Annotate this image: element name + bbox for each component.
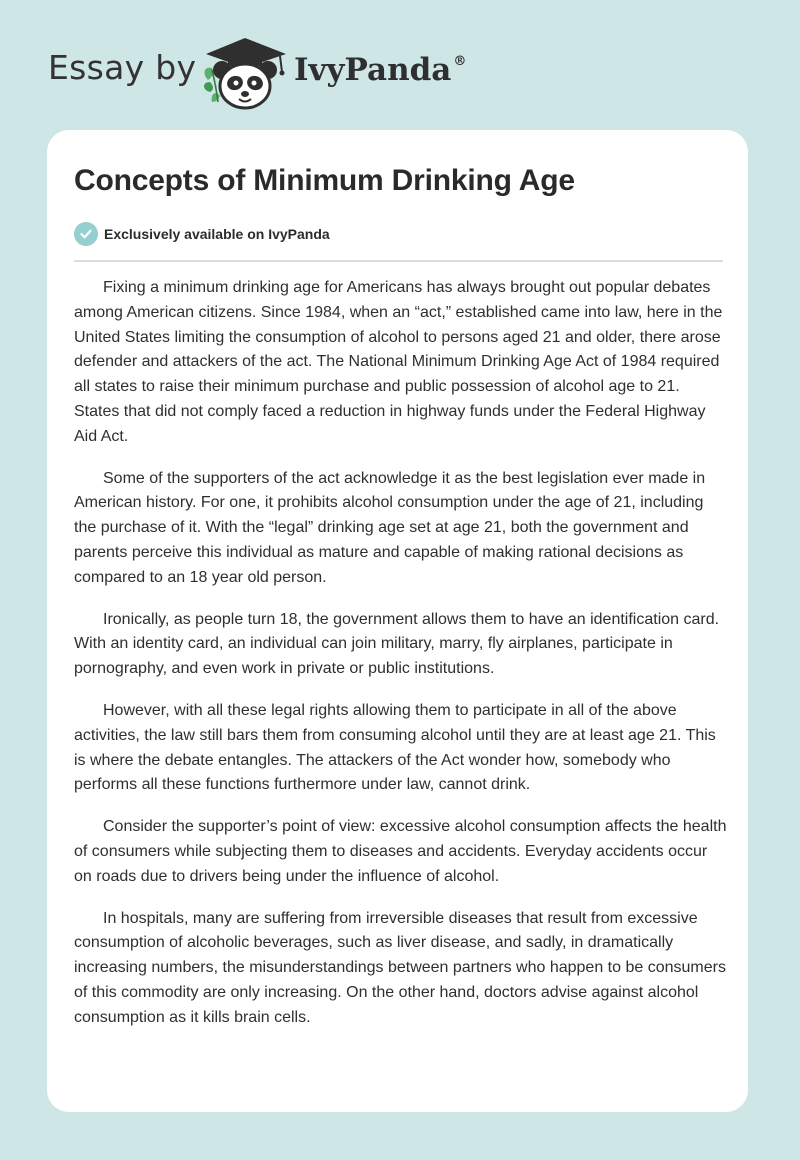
paragraph: Some of the supporters of the act acknowledge it as the best legislation ever made in American history. For one, it prohibits alcohol consumption under the age of 21, including the purchase of it. With the “legal” drinking age set at age 21, both the government and parents perceive this individual as mature and capable of making rational decisions as compared to an 18 year old person. <box>74 469 706 586</box>
panda-graduate-icon <box>200 36 290 112</box>
essay-title: Concepts of Minimum Drinking Age <box>74 164 575 197</box>
essay-body <box>74 276 728 1048</box>
paragraph: Fixing a minimum drinking age for Americans has always brought out popular debates among American citizens. Since 1984, when an “act,” established came into law, here in the United States limiting the consumption of alcohol to persons aged 21 and older, there arose defender and attackers of the act. The National Minimum Drinking Age Act of 1984 required all states to raise their minimum purchase and public possession of alcohol age to 21. States that did not comply faced a reduction in highway funds under the Federal Highway Aid Act. <box>74 279 723 445</box>
brand-name: IvyPanda ® <box>294 52 467 88</box>
paragraph: In hospitals, many are suffering from irreversible diseases that result from excessive consumption of alcoholic beverages, such as liver disease, and sadly, in dramatically increasing numbers, the misunderstandings between partners who happen to be consumers of this commodity are only increasing. On the other hand, doctors advise against alcohol consumption as it kills brain cells. <box>74 909 726 1026</box>
badge-text: Exclusively available on IvyPanda <box>104 226 330 242</box>
exclusive-badge <box>74 222 330 246</box>
paragraph: However, with all these legal rights allowing them to participate in all of the above activities, the law still bars them from consuming alcohol until they are at least age 21. This is where the debate entangles. The attackers of the Act wonder how, somebody who performs all these functions furthermore under law, cannot drink. <box>74 701 716 794</box>
divider <box>74 260 723 262</box>
trademark-symbol: ® <box>453 54 467 69</box>
essay-card <box>47 130 748 1112</box>
check-circle-icon <box>74 222 98 246</box>
paragraph: Ironically, as people turn 18, the government allows them to have an identification card. With an identity card, an individual can join military, marry, fly airplanes, participate in pornography, and even work in private or public institutions. <box>74 610 720 678</box>
brand-header[interactable] <box>48 30 508 110</box>
brand-prefix: Essay by <box>48 48 197 87</box>
paragraph: Consider the supporter’s point of view: excessive alcohol consumption affects the health of consumers while subjecting them to diseases and accidents. Everyday accidents occur on roads due to drivers being under the influence of alcohol. <box>74 818 727 885</box>
